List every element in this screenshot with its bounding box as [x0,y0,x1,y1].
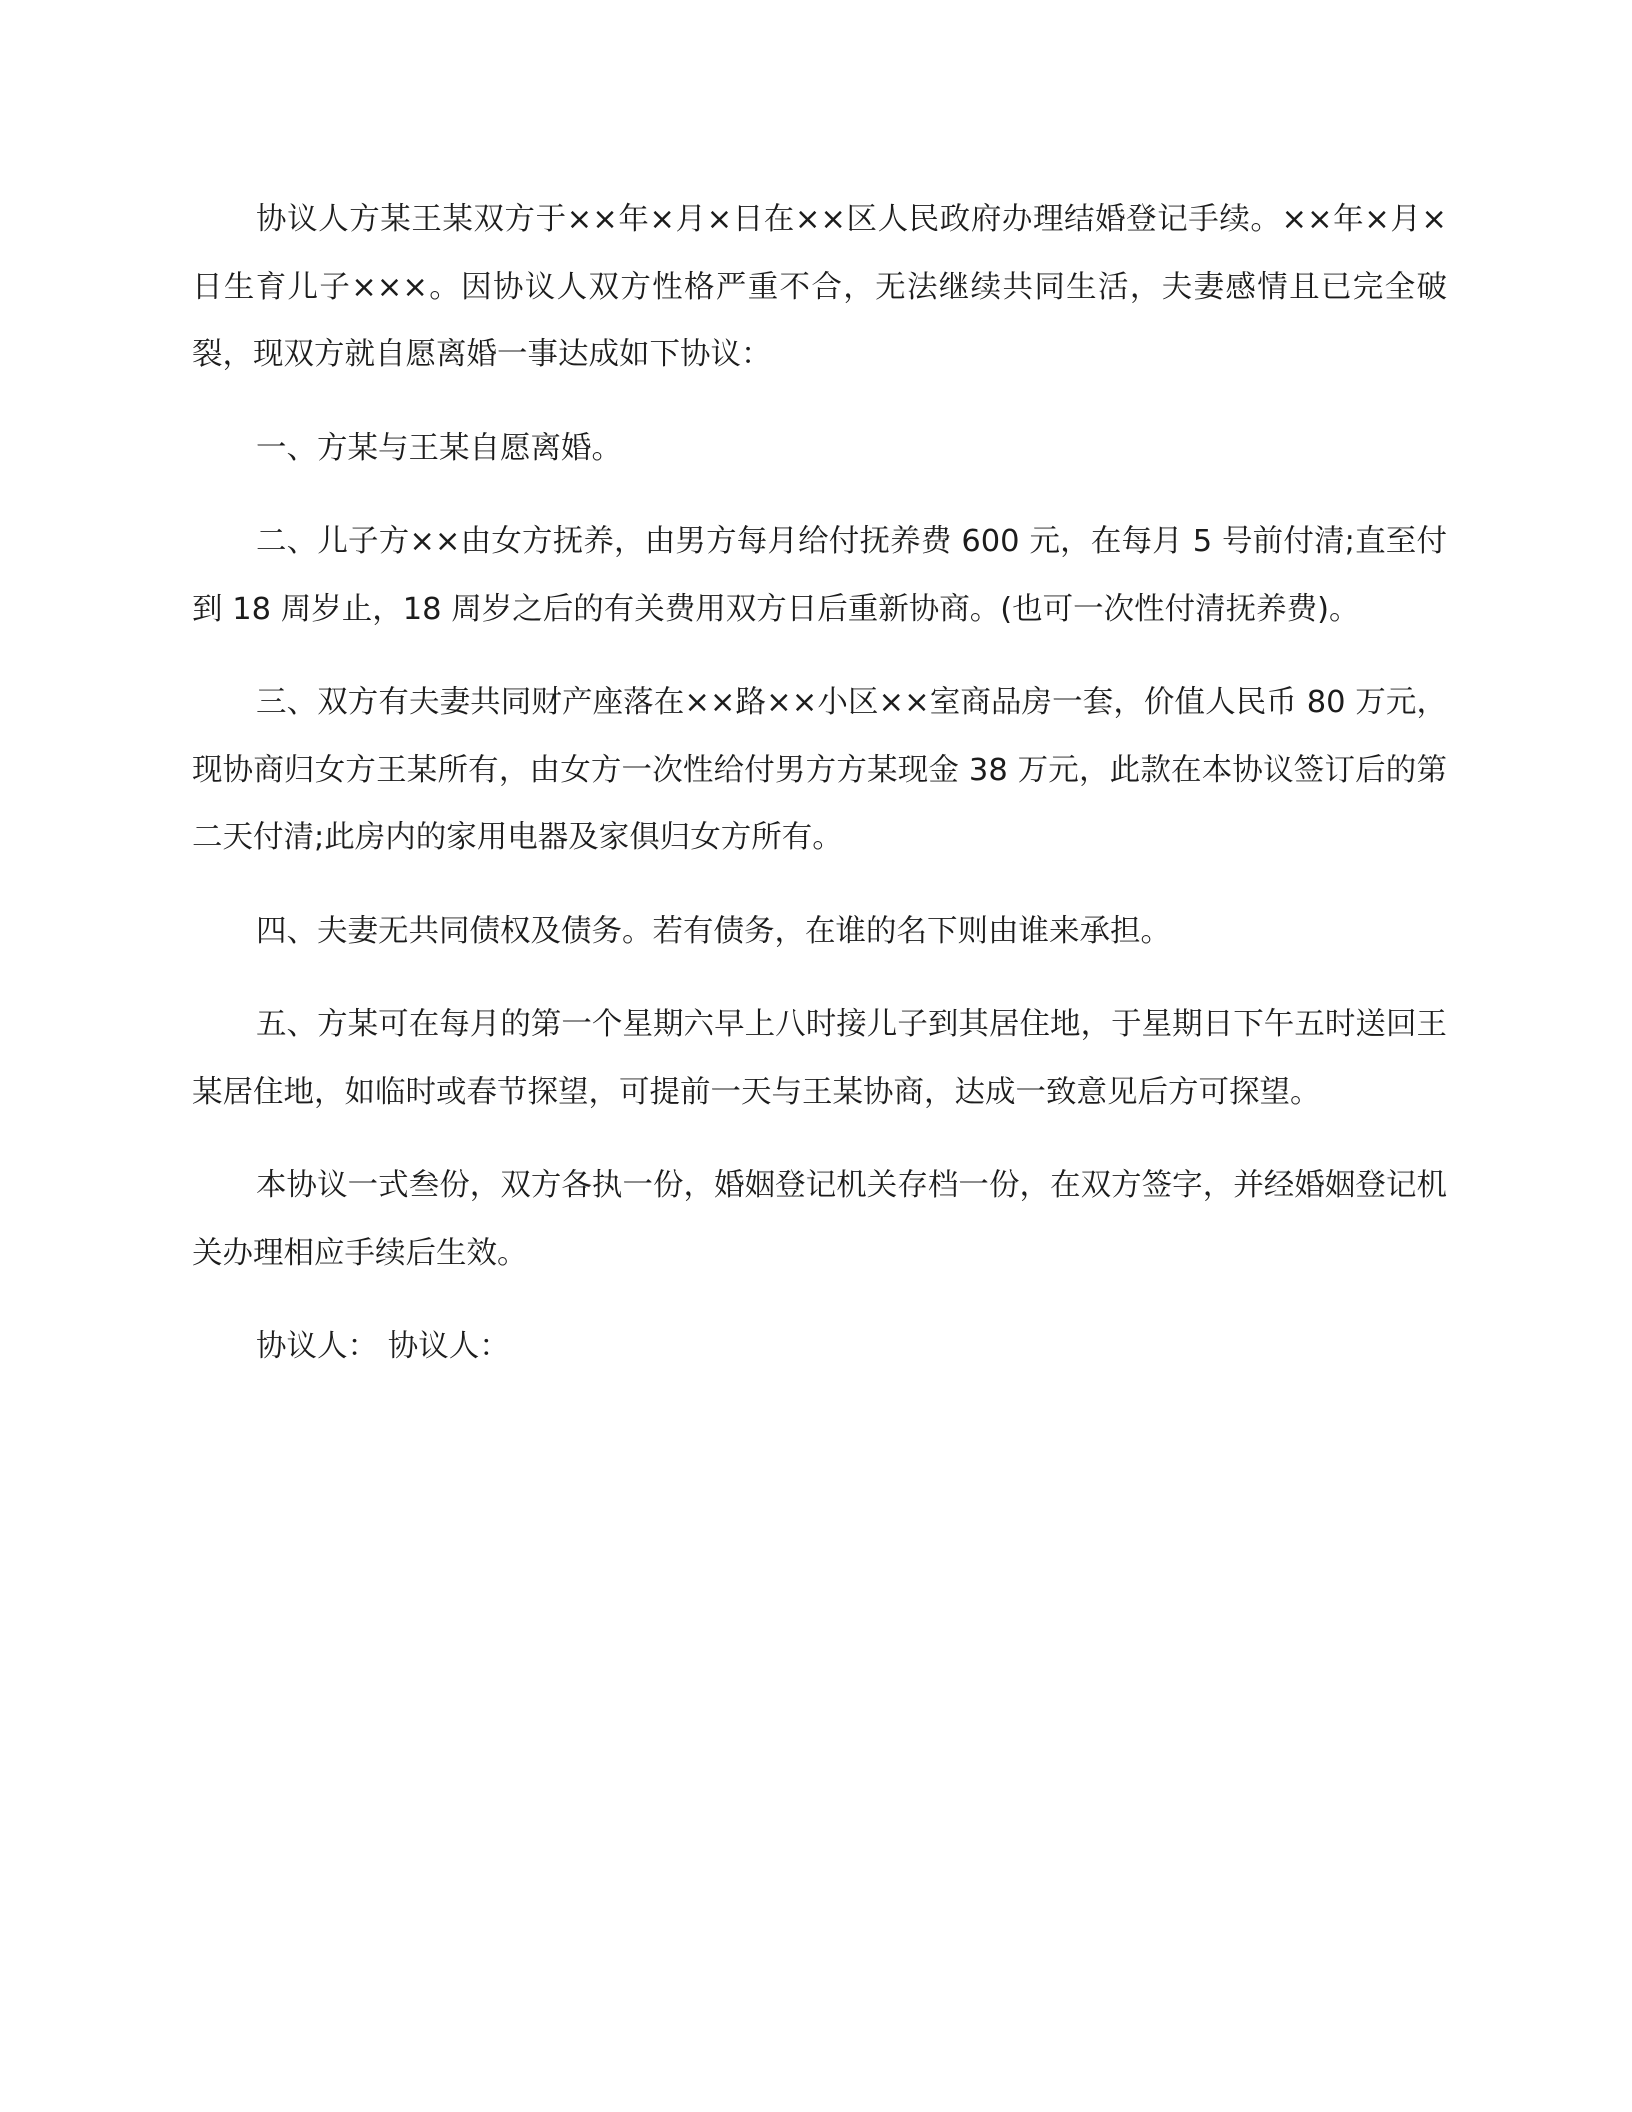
signature-line: 协议人： 协议人： [256,1329,510,1364]
clause-2-paragraph: 二、儿子方××由女方抚养，由男方每月给付抚养费 600 元，在每月 5 号前付清;直至付到 18 周岁止，18 周岁之后的有关费用双方日后重新协商。(也可一次性付清抚养费)。 [192,524,1447,627]
clause-4-paragraph: 四、夫妻无共同债权及债务。若有债务，在谁的名下则由谁来承担。 [256,913,1171,949]
effectiveness-paragraph: 本协议一式叁份，双方各执一份，婚姻登记机关存档一份，在双方签字，并经婚姻登记机关办理相应手续后生效。 [192,1168,1447,1271]
clause-3-paragraph: 三、双方有夫妻共同财产座落在××路××小区××室商品房一套，价值人民币 80 万元，现协商归女方王某所有，由女方一次性给付男方方某现金 38 万元，此款在本协议签订后的第二天付清;此房内的家用电器及家俱归女方所有。 [192,685,1447,855]
clause-1-paragraph: 一、方某与王某自愿离婚。 [256,430,622,466]
intro-paragraph: 协议人方某王某双方于××年×月×日在××区人民政府办理结婚登记手续。××年×月×日生育儿子×××。因协议人双方性格严重不合，无法继续共同生活，夫妻感情且已完全破裂，现双方就自愿离婚一事达成如下协议： [192,202,1447,372]
clause-5-paragraph: 五、方某可在每月的第一个星期六早上八时接儿子到其居住地，于星期日下午五时送回王某居住地，如临时或春节探望，可提前一天与王某协商，达成一致意见后方可探望。 [192,1007,1447,1110]
document-body [192,186,1447,1407]
